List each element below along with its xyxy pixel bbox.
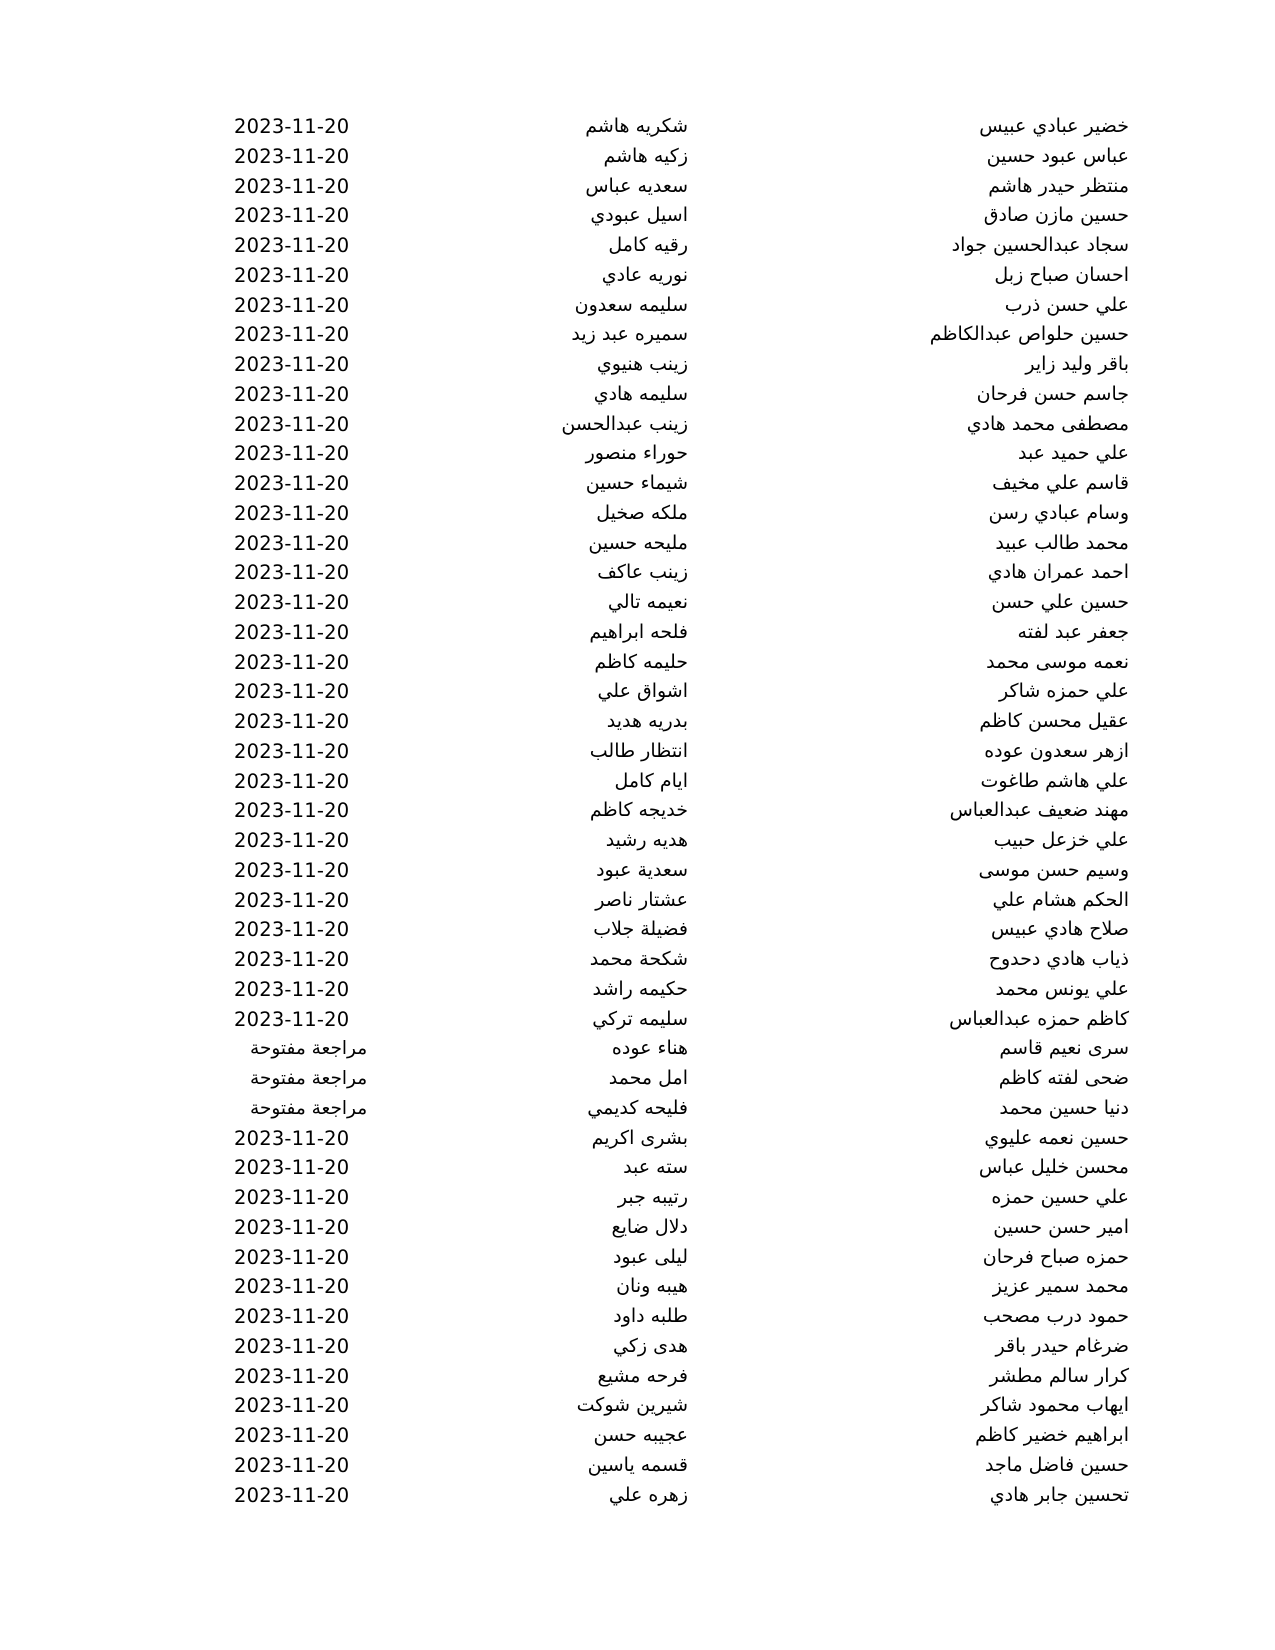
name-cell: مصطفى محمد هادي bbox=[966, 412, 1129, 435]
table-row bbox=[0, 1124, 1275, 1154]
status-cell: 2023-11-20 bbox=[234, 1424, 350, 1447]
name-cell: ابراهيم خضير كاظم bbox=[975, 1424, 1129, 1446]
status-cell: 2023-11-20 bbox=[234, 323, 350, 347]
name-cell: نعمه موسى محمد bbox=[986, 650, 1129, 673]
name-cell: محمد سمير عزيز bbox=[992, 1275, 1129, 1298]
name-cell: محسن خليل عباس bbox=[978, 1156, 1129, 1179]
status-cell: 2023-11-20 bbox=[234, 1394, 350, 1418]
status-cell: 2023-11-20 bbox=[234, 620, 350, 644]
status-cell: 2023-11-20 bbox=[234, 650, 350, 674]
table-row bbox=[0, 1481, 1275, 1511]
status-cell: 2023-11-20 bbox=[234, 799, 350, 823]
table-row bbox=[0, 142, 1275, 172]
partner-cell: ايام كامل bbox=[614, 769, 688, 792]
status-cell: 2023-11-20 bbox=[234, 174, 350, 198]
status-cell: 2023-11-20 bbox=[234, 888, 350, 912]
partner-cell: بدريه هديد bbox=[606, 710, 688, 732]
partner-cell: رقيه كامل bbox=[608, 234, 688, 256]
partner-cell: فليحه كديمي bbox=[587, 1096, 688, 1119]
table-row bbox=[0, 767, 1275, 797]
table-row bbox=[0, 826, 1275, 856]
status-cell: 2023-11-20 bbox=[234, 591, 350, 614]
name-cell: احمد عمران هادي bbox=[987, 561, 1129, 584]
name-cell: حمزه صباح فرحان bbox=[982, 1245, 1129, 1268]
table-row bbox=[0, 261, 1275, 291]
status-cell: 2023-11-20 bbox=[234, 739, 350, 763]
table-row bbox=[0, 320, 1275, 350]
table-row bbox=[0, 291, 1275, 321]
status-cell: مراجعة مفتوحة bbox=[250, 1097, 368, 1119]
partner-cell: سليمه هادي bbox=[593, 382, 688, 405]
status-cell: مراجعة مفتوحة bbox=[250, 1038, 368, 1060]
partner-cell: سعديه عباس bbox=[585, 174, 688, 197]
name-cell: وسام عبادي رسن bbox=[988, 501, 1129, 524]
name-cell: ازهر سعدون عوده bbox=[984, 739, 1129, 762]
table-row bbox=[0, 1153, 1275, 1183]
name-cell: كرار سالم مطشر bbox=[989, 1364, 1129, 1387]
status-cell: 2023-11-20 bbox=[234, 531, 350, 555]
name-cell: جعفر عبد لفته bbox=[1017, 620, 1129, 643]
partner-cell: هناء عوده bbox=[611, 1037, 688, 1060]
name-cell: صلاح هادي عبيس bbox=[991, 918, 1129, 941]
name-cell: منتظر حيدر هاشم bbox=[988, 174, 1129, 197]
partner-cell: اسيل عبودي bbox=[590, 204, 688, 227]
partner-cell: زهره علي bbox=[608, 1483, 688, 1506]
table-row bbox=[0, 350, 1275, 380]
partner-cell: حكيمه راشد bbox=[592, 977, 688, 1000]
table-row bbox=[0, 499, 1275, 529]
table-row bbox=[0, 1272, 1275, 1302]
name-cell: عباس عبود حسين bbox=[986, 144, 1129, 167]
table-row bbox=[0, 707, 1275, 737]
status-cell: 2023-11-20 bbox=[234, 829, 350, 852]
table-row bbox=[0, 648, 1275, 678]
name-cell: خضير عبادي عبيس bbox=[979, 115, 1129, 137]
name-cell: علي هاشم طاغوت bbox=[980, 769, 1129, 792]
name-cell: سرى نعيم قاسم bbox=[999, 1037, 1129, 1060]
table-row bbox=[0, 588, 1275, 618]
status-cell: 2023-11-20 bbox=[234, 293, 350, 317]
status-cell: 2023-11-20 bbox=[234, 1245, 350, 1269]
partner-cell: عشتار ناصر bbox=[595, 888, 688, 911]
status-cell: 2023-11-20 bbox=[234, 948, 350, 971]
table-row bbox=[0, 231, 1275, 261]
status-cell: 2023-11-20 bbox=[234, 1483, 350, 1507]
partner-cell: بشرى اكريم bbox=[591, 1126, 688, 1149]
partner-cell: سميره عبد زيد bbox=[571, 323, 688, 346]
partner-cell: هدى زكي bbox=[613, 1334, 688, 1357]
status-cell: 2023-11-20 bbox=[234, 412, 350, 436]
status-cell: 2023-11-20 bbox=[234, 234, 350, 257]
status-cell: 2023-11-20 bbox=[234, 144, 350, 168]
partner-cell: نوريه عادي bbox=[601, 263, 688, 286]
status-cell: 2023-11-20 bbox=[234, 472, 350, 495]
partner-cell: زينب عبدالحسن bbox=[561, 412, 688, 435]
table-row bbox=[0, 1332, 1275, 1362]
table-row bbox=[0, 1034, 1275, 1064]
table-row bbox=[0, 172, 1275, 202]
status-cell: 2023-11-20 bbox=[234, 501, 350, 525]
name-cell: عقيل محسن كاظم bbox=[979, 710, 1129, 732]
partner-cell: فرحه مشيع bbox=[597, 1364, 688, 1387]
partner-cell: حليمه كاظم bbox=[594, 650, 688, 673]
name-cell: حسين نعمه عليوي bbox=[984, 1126, 1129, 1149]
name-cell: حسين فاضل ماجد bbox=[984, 1453, 1129, 1476]
name-cell: ضرغام حيدر باقر bbox=[995, 1334, 1129, 1357]
status-cell: 2023-11-20 bbox=[234, 1334, 350, 1358]
name-cell: مهند ضعيف عبدالعباس bbox=[949, 799, 1129, 822]
name-cell: سجاد عبدالحسين جواد bbox=[951, 234, 1129, 256]
table-row bbox=[0, 1243, 1275, 1273]
name-cell: علي حسن ذرب bbox=[1004, 293, 1129, 316]
partner-cell: دلال ضايع bbox=[611, 1215, 688, 1238]
name-cell: علي حميد عبد bbox=[1017, 442, 1129, 465]
name-cell: ضحى لفته كاظم bbox=[998, 1067, 1129, 1089]
name-cell: علي حسين حمزه bbox=[991, 1186, 1129, 1208]
table-row bbox=[0, 856, 1275, 886]
name-cell: حسين حلواص عبدالكاظم bbox=[929, 323, 1129, 346]
partner-cell: رتيبه جبر bbox=[617, 1186, 688, 1208]
table-row bbox=[0, 439, 1275, 469]
status-cell: 2023-11-20 bbox=[234, 442, 350, 466]
table-row bbox=[0, 1391, 1275, 1421]
partner-cell: شكحة محمد bbox=[589, 948, 688, 970]
table-row bbox=[0, 1302, 1275, 1332]
name-cell: الحكم هشام علي bbox=[992, 888, 1129, 911]
status-cell: 2023-11-20 bbox=[234, 710, 350, 733]
partner-cell: فلحه ابراهيم bbox=[589, 620, 688, 643]
partner-cell: حوراء منصور bbox=[585, 442, 688, 465]
table-row bbox=[0, 1451, 1275, 1481]
status-cell: 2023-11-20 bbox=[234, 858, 350, 882]
table-row bbox=[0, 975, 1275, 1005]
status-cell: 2023-11-20 bbox=[234, 977, 350, 1001]
partner-cell: نعيمه تالي bbox=[607, 591, 688, 613]
status-cell: 2023-11-20 bbox=[234, 561, 350, 585]
partner-cell: زينب عاكف bbox=[597, 561, 688, 584]
records-list bbox=[0, 112, 1275, 1510]
partner-cell: زكيه هاشم bbox=[603, 144, 688, 167]
name-cell: تحسين جابر هادي bbox=[989, 1483, 1129, 1506]
table-row bbox=[0, 886, 1275, 916]
table-row bbox=[0, 915, 1275, 945]
table-row bbox=[0, 1362, 1275, 1392]
status-cell: 2023-11-20 bbox=[234, 1275, 350, 1299]
status-cell: 2023-11-20 bbox=[234, 382, 350, 406]
partner-cell: انتظار طالب bbox=[589, 739, 688, 762]
name-cell: جاسم حسن فرحان bbox=[976, 382, 1129, 405]
partner-cell: عجيبه حسن bbox=[593, 1424, 688, 1446]
status-cell: 2023-11-20 bbox=[234, 918, 350, 942]
name-cell: كاظم حمزه عبدالعباس bbox=[949, 1007, 1129, 1030]
partner-cell: سته عبد bbox=[623, 1156, 688, 1179]
partner-cell: امل محمد bbox=[608, 1067, 688, 1089]
table-row bbox=[0, 1213, 1275, 1243]
table-row bbox=[0, 1421, 1275, 1451]
name-cell: احسان صباح زبل bbox=[994, 263, 1129, 286]
table-row bbox=[0, 1064, 1275, 1094]
name-cell: ايهاب محمود شاكر bbox=[980, 1394, 1129, 1417]
status-cell: 2023-11-20 bbox=[234, 1453, 350, 1477]
partner-cell: سليمه سعدون bbox=[574, 293, 688, 316]
partner-cell: ليلى عبود bbox=[612, 1245, 688, 1268]
name-cell: قاسم علي مخيف bbox=[992, 472, 1129, 494]
table-row bbox=[0, 529, 1275, 559]
table-row bbox=[0, 618, 1275, 648]
partner-cell: مليحه حسين bbox=[588, 531, 688, 554]
table-row bbox=[0, 796, 1275, 826]
status-cell: 2023-11-20 bbox=[234, 1186, 350, 1209]
table-row bbox=[0, 737, 1275, 767]
name-cell: امير حسن حسين bbox=[993, 1215, 1129, 1238]
partner-cell: قسمه ياسين bbox=[587, 1453, 688, 1476]
partner-cell: فضيلة جلاب bbox=[593, 918, 688, 941]
status-cell: 2023-11-20 bbox=[234, 115, 350, 138]
partner-cell: شيرين شوكت bbox=[576, 1394, 688, 1417]
name-cell: حسين مازن صادق bbox=[983, 204, 1129, 227]
partner-cell: خديجه كاظم bbox=[589, 799, 688, 822]
partner-cell: اشواق علي bbox=[597, 680, 688, 703]
partner-cell: شيماء حسين bbox=[585, 472, 688, 494]
status-cell: 2023-11-20 bbox=[234, 1007, 350, 1031]
name-cell: دنيا حسين محمد bbox=[999, 1096, 1129, 1119]
name-cell: محمد طالب عبيد bbox=[995, 531, 1129, 554]
status-cell: مراجعة مفتوحة bbox=[250, 1068, 368, 1089]
table-row bbox=[0, 410, 1275, 440]
status-cell: 2023-11-20 bbox=[234, 1215, 350, 1239]
table-row bbox=[0, 201, 1275, 231]
status-cell: 2023-11-20 bbox=[234, 263, 350, 287]
table-row bbox=[0, 469, 1275, 499]
status-cell: 2023-11-20 bbox=[234, 353, 350, 376]
name-cell: ذياب هادي دحدوح bbox=[988, 948, 1129, 970]
status-cell: 2023-11-20 bbox=[234, 1156, 350, 1180]
table-row bbox=[0, 1183, 1275, 1213]
partner-cell: شكريه هاشم bbox=[585, 115, 688, 137]
name-cell: علي يونس محمد bbox=[995, 977, 1129, 1000]
name-cell: حسين علي حسن bbox=[991, 591, 1129, 613]
name-cell: باقر وليد زاير bbox=[1025, 353, 1129, 375]
name-cell: وسيم حسن موسى bbox=[978, 858, 1129, 881]
partner-cell: طلبه داود bbox=[613, 1305, 688, 1327]
table-row bbox=[0, 945, 1275, 975]
status-cell: 2023-11-20 bbox=[234, 1126, 350, 1150]
status-cell: 2023-11-20 bbox=[234, 1364, 350, 1388]
name-cell: علي خزعل حبيب bbox=[993, 829, 1129, 851]
partner-cell: زينب هنيوي bbox=[596, 353, 688, 375]
table-row bbox=[0, 112, 1275, 142]
table-row bbox=[0, 1005, 1275, 1035]
name-cell: حمود درب مصحب bbox=[982, 1305, 1129, 1327]
status-cell: 2023-11-20 bbox=[234, 1305, 350, 1328]
status-cell: 2023-11-20 bbox=[234, 680, 350, 704]
status-cell: 2023-11-20 bbox=[234, 769, 350, 793]
partner-cell: هيبه ونان bbox=[616, 1275, 688, 1298]
table-row bbox=[0, 558, 1275, 588]
table-row bbox=[0, 1094, 1275, 1124]
partner-cell: سليمه تركي bbox=[592, 1007, 688, 1030]
status-cell: 2023-11-20 bbox=[234, 204, 350, 228]
table-row bbox=[0, 677, 1275, 707]
name-cell: علي حمزه شاكر bbox=[999, 680, 1129, 703]
partner-cell: ملكه صخيل bbox=[596, 501, 688, 524]
partner-cell: هديه رشيد bbox=[605, 829, 688, 851]
partner-cell: سعدية عبود bbox=[596, 858, 688, 881]
table-row bbox=[0, 380, 1275, 410]
